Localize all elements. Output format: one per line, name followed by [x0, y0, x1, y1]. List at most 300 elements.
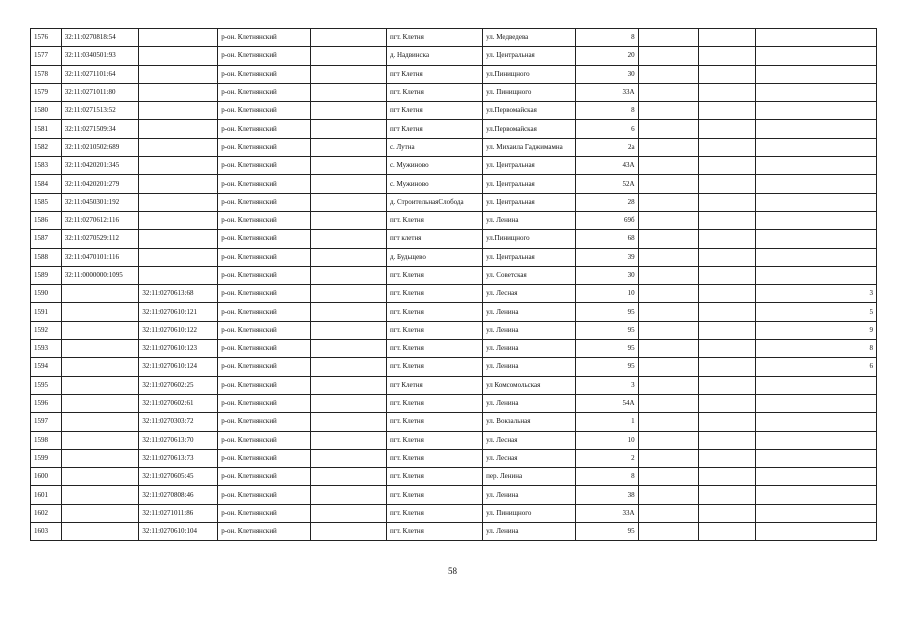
- empty-cell: [698, 211, 755, 229]
- street-cell: ул. Пинищного: [483, 504, 576, 522]
- empty-cell: [311, 449, 387, 467]
- locality-cell: пгт. Клетня: [386, 486, 482, 504]
- table-row: [31, 83, 877, 101]
- table-row: [31, 285, 877, 303]
- cadastral-number-cell: 32:11:0340501:93: [61, 47, 139, 65]
- locality-cell: пгт. Клетня: [386, 394, 482, 412]
- district-cell: р-он. Клетнянский: [218, 83, 311, 101]
- locality-cell: пгт Клетня: [386, 120, 482, 138]
- house-number-cell: 43А: [576, 157, 638, 175]
- district-cell: р-он. Клетнянский: [218, 29, 311, 47]
- table-row: [31, 29, 877, 47]
- district-cell: р-он. Клетнянский: [218, 413, 311, 431]
- empty-cell: [698, 138, 755, 156]
- locality-cell: с. Мужиново: [386, 175, 482, 193]
- house-number-cell: 10: [576, 285, 638, 303]
- district-cell: р-он. Клетнянский: [218, 340, 311, 358]
- house-number-cell: 6: [576, 120, 638, 138]
- empty-cell: [698, 285, 755, 303]
- house-number-cell: 28: [576, 193, 638, 211]
- house-number-cell: 30: [576, 266, 638, 284]
- apartment-number-cell: [756, 157, 877, 175]
- street-cell: пер. Ленина: [483, 468, 576, 486]
- apartment-number-cell: 9: [756, 321, 877, 339]
- district-cell: р-он. Клетнянский: [218, 211, 311, 229]
- row-number-cell: 1586: [31, 211, 62, 229]
- apartment-number-cell: 5: [756, 303, 877, 321]
- district-cell: р-он. Клетнянский: [218, 321, 311, 339]
- empty-cell: [698, 47, 755, 65]
- house-number-cell: 33А: [576, 504, 638, 522]
- cadastral-number-alt-cell: [139, 65, 218, 83]
- table-row: [31, 431, 877, 449]
- district-cell: р-он. Клетнянский: [218, 358, 311, 376]
- locality-cell: пгт. Клетня: [386, 413, 482, 431]
- house-number-cell: 20: [576, 47, 638, 65]
- cadastral-number-cell: [61, 504, 139, 522]
- empty-cell: [698, 266, 755, 284]
- empty-cell: [638, 175, 698, 193]
- empty-cell: [311, 175, 387, 193]
- house-number-cell: 8: [576, 102, 638, 120]
- street-cell: ул. Ленина: [483, 358, 576, 376]
- table-row: [31, 102, 877, 120]
- row-number-cell: 1583: [31, 157, 62, 175]
- district-cell: р-он. Клетнянский: [218, 504, 311, 522]
- cadastral-number-alt-cell: [139, 211, 218, 229]
- district-cell: р-он. Клетнянский: [218, 266, 311, 284]
- table-row: [31, 47, 877, 65]
- empty-cell: [638, 413, 698, 431]
- house-number-cell: 10: [576, 431, 638, 449]
- locality-cell: пгт Клетня: [386, 65, 482, 83]
- empty-cell: [698, 376, 755, 394]
- cadastral-number-alt-cell: 32:11:0270613:73: [139, 449, 218, 467]
- apartment-number-cell: [756, 504, 877, 522]
- district-cell: р-он. Клетнянский: [218, 468, 311, 486]
- row-number-cell: 1595: [31, 376, 62, 394]
- district-cell: р-он. Клетнянский: [218, 303, 311, 321]
- locality-cell: пгт. Клетня: [386, 504, 482, 522]
- apartment-number-cell: 6: [756, 358, 877, 376]
- street-cell: ул. Лесная: [483, 431, 576, 449]
- street-cell: ул. Центральная: [483, 175, 576, 193]
- cadastral-number-alt-cell: 32:11:0270610:124: [139, 358, 218, 376]
- cadastral-number-cell: 32:11:0420201:345: [61, 157, 139, 175]
- cadastral-number-cell: [61, 449, 139, 467]
- empty-cell: [311, 468, 387, 486]
- empty-cell: [698, 321, 755, 339]
- empty-cell: [698, 340, 755, 358]
- apartment-number-cell: [756, 248, 877, 266]
- cadastral-number-alt-cell: [139, 266, 218, 284]
- empty-cell: [698, 468, 755, 486]
- apartment-number-cell: [756, 211, 877, 229]
- house-number-cell: 1: [576, 413, 638, 431]
- empty-cell: [311, 504, 387, 522]
- empty-cell: [311, 358, 387, 376]
- district-cell: р-он. Клетнянский: [218, 230, 311, 248]
- cadastral-number-alt-cell: 32:11:0270610:123: [139, 340, 218, 358]
- empty-cell: [698, 65, 755, 83]
- street-cell: ул. Вокзальная: [483, 413, 576, 431]
- cadastral-number-alt-cell: 32:11:0270602:61: [139, 394, 218, 412]
- district-cell: р-он. Клетнянский: [218, 486, 311, 504]
- house-number-cell: 30: [576, 65, 638, 83]
- cadastral-number-alt-cell: [139, 83, 218, 101]
- apartment-number-cell: [756, 394, 877, 412]
- cadastral-number-cell: [61, 413, 139, 431]
- cadastral-number-cell: [61, 321, 139, 339]
- row-number-cell: 1589: [31, 266, 62, 284]
- street-cell: ул. Ленина: [483, 340, 576, 358]
- house-number-cell: 39: [576, 248, 638, 266]
- cadastral-number-cell: [61, 394, 139, 412]
- apartment-number-cell: 8: [756, 340, 877, 358]
- empty-cell: [698, 83, 755, 101]
- cadastral-number-alt-cell: 32:11:0270610:121: [139, 303, 218, 321]
- street-cell: ул. Медведева: [483, 29, 576, 47]
- empty-cell: [638, 102, 698, 120]
- empty-cell: [698, 157, 755, 175]
- cadastral-number-alt-cell: [139, 157, 218, 175]
- locality-cell: пгт. Клетня: [386, 303, 482, 321]
- empty-cell: [638, 431, 698, 449]
- cadastral-number-cell: [61, 486, 139, 504]
- empty-cell: [698, 413, 755, 431]
- locality-cell: пгт. Клетня: [386, 468, 482, 486]
- cadastral-number-alt-cell: [139, 47, 218, 65]
- row-number-cell: 1577: [31, 47, 62, 65]
- table-row: [31, 303, 877, 321]
- row-number-cell: 1593: [31, 340, 62, 358]
- table-row: [31, 211, 877, 229]
- street-cell: ул Комсомольская: [483, 376, 576, 394]
- table-row: [31, 468, 877, 486]
- row-number-cell: 1578: [31, 65, 62, 83]
- empty-cell: [698, 102, 755, 120]
- empty-cell: [638, 486, 698, 504]
- street-cell: ул.Первомайская: [483, 102, 576, 120]
- district-cell: р-он. Клетнянский: [218, 431, 311, 449]
- district-cell: р-он. Клетнянский: [218, 394, 311, 412]
- house-number-cell: 69б: [576, 211, 638, 229]
- cadastral-number-alt-cell: 32:11:0270610:104: [139, 523, 218, 541]
- cadastral-number-cell: 32:11:0271101:64: [61, 65, 139, 83]
- empty-cell: [638, 321, 698, 339]
- empty-cell: [311, 138, 387, 156]
- empty-cell: [311, 431, 387, 449]
- row-number-cell: 1582: [31, 138, 62, 156]
- cadastral-number-cell: [61, 468, 139, 486]
- table-row: [31, 449, 877, 467]
- cadastral-number-cell: 32:11:0271509:34: [61, 120, 139, 138]
- apartment-number-cell: [756, 47, 877, 65]
- cadastral-number-cell: 32:11:0450301:192: [61, 193, 139, 211]
- empty-cell: [638, 47, 698, 65]
- street-cell: ул.Пинищного: [483, 230, 576, 248]
- table-row: [31, 65, 877, 83]
- cadastral-number-alt-cell: [139, 193, 218, 211]
- cadastral-number-cell: [61, 340, 139, 358]
- row-number-cell: 1587: [31, 230, 62, 248]
- house-number-cell: 52А: [576, 175, 638, 193]
- house-number-cell: 2: [576, 449, 638, 467]
- empty-cell: [311, 193, 387, 211]
- table-row: [31, 321, 877, 339]
- apartment-number-cell: [756, 266, 877, 284]
- table-row: [31, 504, 877, 522]
- apartment-number-cell: [756, 120, 877, 138]
- row-number-cell: 1588: [31, 248, 62, 266]
- empty-cell: [638, 449, 698, 467]
- empty-cell: [311, 340, 387, 358]
- empty-cell: [638, 468, 698, 486]
- house-number-cell: 8: [576, 29, 638, 47]
- cadastral-number-cell: [61, 431, 139, 449]
- cadastral-number-cell: 32:11:0000000:1095: [61, 266, 139, 284]
- empty-cell: [698, 230, 755, 248]
- district-cell: р-он. Клетнянский: [218, 102, 311, 120]
- cadastral-number-alt-cell: 32:11:0270602:25: [139, 376, 218, 394]
- apartment-number-cell: [756, 230, 877, 248]
- locality-cell: пгт. Клетня: [386, 29, 482, 47]
- empty-cell: [638, 266, 698, 284]
- empty-cell: [638, 504, 698, 522]
- empty-cell: [311, 394, 387, 412]
- apartment-number-cell: [756, 486, 877, 504]
- empty-cell: [638, 340, 698, 358]
- apartment-number-cell: [756, 65, 877, 83]
- cadastral-number-alt-cell: 32:11:0270303:72: [139, 413, 218, 431]
- cadastral-number-cell: [61, 523, 139, 541]
- table-row: [31, 340, 877, 358]
- row-number-cell: 1596: [31, 394, 62, 412]
- empty-cell: [311, 47, 387, 65]
- district-cell: р-он. Клетнянский: [218, 449, 311, 467]
- locality-cell: пгт. Клетня: [386, 449, 482, 467]
- house-number-cell: 38: [576, 486, 638, 504]
- empty-cell: [311, 523, 387, 541]
- empty-cell: [638, 394, 698, 412]
- empty-cell: [698, 193, 755, 211]
- empty-cell: [311, 266, 387, 284]
- cadastral-number-alt-cell: 32:11:0270610:122: [139, 321, 218, 339]
- apartment-number-cell: [756, 449, 877, 467]
- street-cell: ул. Центральная: [483, 157, 576, 175]
- apartment-number-cell: [756, 29, 877, 47]
- locality-cell: с. Мужиново: [386, 157, 482, 175]
- cadastral-number-cell: [61, 285, 139, 303]
- district-cell: р-он. Клетнянский: [218, 47, 311, 65]
- house-number-cell: 95: [576, 358, 638, 376]
- empty-cell: [311, 65, 387, 83]
- empty-cell: [311, 83, 387, 101]
- cadastral-number-alt-cell: [139, 120, 218, 138]
- district-cell: р-он. Клетнянский: [218, 285, 311, 303]
- table-row: [31, 193, 877, 211]
- empty-cell: [698, 486, 755, 504]
- empty-cell: [638, 29, 698, 47]
- street-cell: ул. Ленина: [483, 486, 576, 504]
- registry-table: [30, 28, 877, 541]
- empty-cell: [638, 523, 698, 541]
- locality-cell: пгт. Клетня: [386, 83, 482, 101]
- cadastral-number-alt-cell: 32:11:0271011:86: [139, 504, 218, 522]
- empty-cell: [311, 29, 387, 47]
- apartment-number-cell: [756, 175, 877, 193]
- table-row: [31, 138, 877, 156]
- apartment-number-cell: [756, 102, 877, 120]
- empty-cell: [638, 157, 698, 175]
- street-cell: ул. Пинищного: [483, 83, 576, 101]
- cadastral-number-alt-cell: [139, 248, 218, 266]
- empty-cell: [698, 449, 755, 467]
- cadastral-number-cell: 32:11:0270818:54: [61, 29, 139, 47]
- house-number-cell: 54А: [576, 394, 638, 412]
- street-cell: ул. Советская: [483, 266, 576, 284]
- street-cell: ул. Центральная: [483, 47, 576, 65]
- locality-cell: пгт Клетня: [386, 102, 482, 120]
- empty-cell: [698, 504, 755, 522]
- empty-cell: [638, 65, 698, 83]
- apartment-number-cell: [756, 83, 877, 101]
- street-cell: ул.Первомайская: [483, 120, 576, 138]
- empty-cell: [698, 175, 755, 193]
- locality-cell: с. Лутна: [386, 138, 482, 156]
- empty-cell: [698, 303, 755, 321]
- apartment-number-cell: [756, 431, 877, 449]
- cadastral-number-cell: 32:11:0271011:80: [61, 83, 139, 101]
- row-number-cell: 1581: [31, 120, 62, 138]
- district-cell: р-он. Клетнянский: [218, 523, 311, 541]
- empty-cell: [638, 303, 698, 321]
- cadastral-number-alt-cell: [139, 138, 218, 156]
- house-number-cell: 2а: [576, 138, 638, 156]
- empty-cell: [311, 157, 387, 175]
- locality-cell: пгт. Клетня: [386, 358, 482, 376]
- cadastral-number-cell: 32:11:0470101:116: [61, 248, 139, 266]
- empty-cell: [311, 102, 387, 120]
- apartment-number-cell: [756, 413, 877, 431]
- district-cell: р-он. Клетнянский: [218, 376, 311, 394]
- empty-cell: [638, 358, 698, 376]
- street-cell: ул. Михаила Гаджимамна: [483, 138, 576, 156]
- empty-cell: [698, 523, 755, 541]
- district-cell: р-он. Клетнянский: [218, 175, 311, 193]
- street-cell: ул.Пинищного: [483, 65, 576, 83]
- empty-cell: [638, 83, 698, 101]
- cadastral-number-cell: 32:11:0210502:689: [61, 138, 139, 156]
- empty-cell: [638, 285, 698, 303]
- street-cell: ул. Ленина: [483, 303, 576, 321]
- cadastral-number-alt-cell: [139, 175, 218, 193]
- empty-cell: [311, 230, 387, 248]
- cadastral-number-cell: 32:11:0270529:112: [61, 230, 139, 248]
- locality-cell: пгт. Клетня: [386, 431, 482, 449]
- row-number-cell: 1585: [31, 193, 62, 211]
- apartment-number-cell: [756, 376, 877, 394]
- apartment-number-cell: [756, 523, 877, 541]
- district-cell: р-он. Клетнянский: [218, 193, 311, 211]
- house-number-cell: 68: [576, 230, 638, 248]
- empty-cell: [311, 321, 387, 339]
- empty-cell: [311, 248, 387, 266]
- district-cell: р-он. Клетнянский: [218, 138, 311, 156]
- row-number-cell: 1602: [31, 504, 62, 522]
- empty-cell: [311, 211, 387, 229]
- street-cell: ул. Лесная: [483, 285, 576, 303]
- locality-cell: д. Будьщево: [386, 248, 482, 266]
- empty-cell: [638, 193, 698, 211]
- apartment-number-cell: [756, 468, 877, 486]
- house-number-cell: 3: [576, 376, 638, 394]
- table-row: [31, 175, 877, 193]
- cadastral-number-cell: [61, 358, 139, 376]
- cadastral-number-cell: 32:11:0271513:52: [61, 102, 139, 120]
- empty-cell: [311, 486, 387, 504]
- locality-cell: пгт. Клетня: [386, 211, 482, 229]
- page-number: 58: [448, 566, 457, 576]
- cadastral-number-alt-cell: 32:11:0270605:45: [139, 468, 218, 486]
- empty-cell: [638, 138, 698, 156]
- empty-cell: [311, 303, 387, 321]
- empty-cell: [698, 29, 755, 47]
- empty-cell: [311, 413, 387, 431]
- district-cell: р-он. Клетнянский: [218, 157, 311, 175]
- row-number-cell: 1601: [31, 486, 62, 504]
- cadastral-number-alt-cell: [139, 230, 218, 248]
- table-row: [31, 248, 877, 266]
- row-number-cell: 1576: [31, 29, 62, 47]
- table-row: [31, 157, 877, 175]
- empty-cell: [311, 285, 387, 303]
- street-cell: ул. Ленина: [483, 211, 576, 229]
- street-cell: ул. Ленина: [483, 523, 576, 541]
- empty-cell: [638, 230, 698, 248]
- apartment-number-cell: [756, 193, 877, 211]
- cadastral-number-alt-cell: 32:11:0270613:68: [139, 285, 218, 303]
- apartment-number-cell: 3: [756, 285, 877, 303]
- cadastral-number-cell: [61, 303, 139, 321]
- cadastral-number-cell: 32:11:0270612:116: [61, 211, 139, 229]
- row-number-cell: 1584: [31, 175, 62, 193]
- row-number-cell: 1598: [31, 431, 62, 449]
- locality-cell: пгт. Клетня: [386, 523, 482, 541]
- locality-cell: пгт. Клетня: [386, 340, 482, 358]
- empty-cell: [698, 431, 755, 449]
- cadastral-number-cell: [61, 376, 139, 394]
- table-row: [31, 120, 877, 138]
- table-row: [31, 394, 877, 412]
- table-row: [31, 376, 877, 394]
- house-number-cell: 33А: [576, 83, 638, 101]
- cadastral-number-alt-cell: [139, 29, 218, 47]
- row-number-cell: 1603: [31, 523, 62, 541]
- row-number-cell: 1591: [31, 303, 62, 321]
- district-cell: р-он. Клетнянский: [218, 120, 311, 138]
- district-cell: р-он. Клетнянский: [218, 248, 311, 266]
- row-number-cell: 1599: [31, 449, 62, 467]
- street-cell: ул. Центральная: [483, 248, 576, 266]
- house-number-cell: 95: [576, 340, 638, 358]
- empty-cell: [698, 248, 755, 266]
- empty-cell: [638, 248, 698, 266]
- district-cell: р-он. Клетнянский: [218, 65, 311, 83]
- locality-cell: пгт. Клетня: [386, 266, 482, 284]
- house-number-cell: 95: [576, 303, 638, 321]
- empty-cell: [311, 376, 387, 394]
